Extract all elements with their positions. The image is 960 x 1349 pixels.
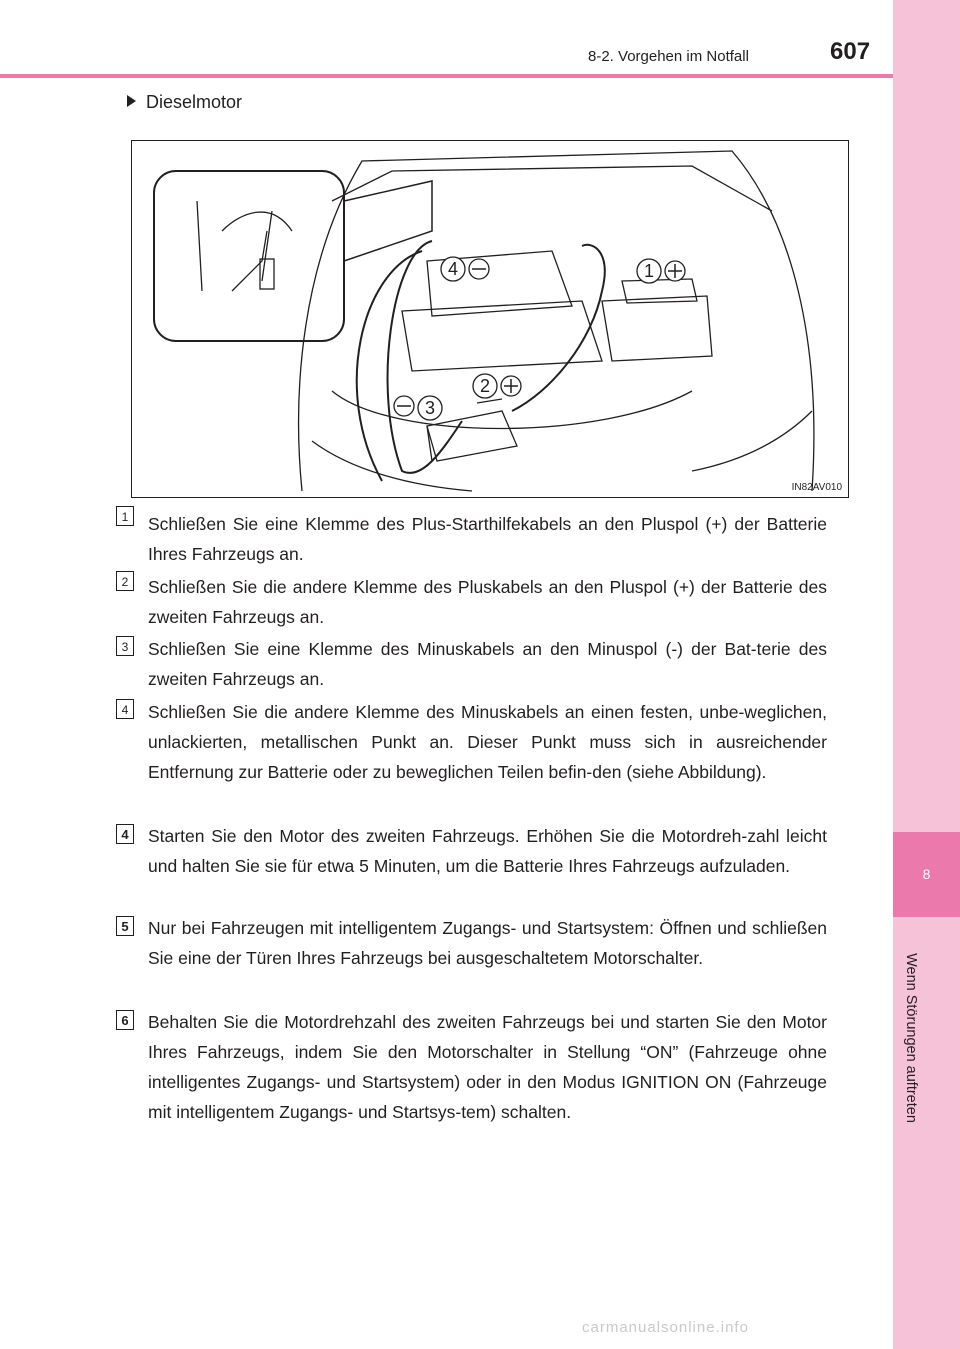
chapter-number: 8 — [922, 866, 931, 882]
page-number: 607 — [830, 38, 871, 65]
procedure-badge-6: 6 — [116, 1010, 134, 1030]
figure-code: IN82AV010 — [791, 482, 842, 493]
section-title: 8-2. Vorgehen im Notfall — [588, 48, 749, 65]
chapter-title-text: Wenn Störungen auftreten — [903, 953, 919, 1123]
procedure-5-text: Nur bei Fahrzeugen mit intelligentem Zugangs- und Startsystem: Öffnen und schließen Sie eine der Türen Ihres Fahrzeugs bei ausgeschaltetem Motorschalter. — [148, 918, 827, 968]
callout-3: 3 — [424, 398, 436, 418]
step-4-text: Schließen Sie die andere Klemme des Minuskabels an einen festen, unbe-weglichen, unlackierten, metallischen Punkt an. Dieser Punkt muss sich in ausreichender Entfernung zur Batterie oder zu beweglichen Teilen befin-den (siehe Abbildung). — [148, 702, 827, 782]
jump-start-illustration — [131, 140, 849, 498]
subheading-text: Dieselmotor — [146, 92, 243, 112]
triangle-bullet-icon — [127, 95, 136, 107]
step-3-text: Schließen Sie eine Klemme des Minuskabels an den Minuspol (-) der Bat-terie des zweiten Fahrzeugs an. — [148, 639, 827, 689]
chapter-title — [896, 925, 926, 1165]
step-badge-2: 2 — [116, 571, 134, 591]
procedure-badge-5: 5 — [116, 916, 134, 936]
step-badge-4: 4 — [116, 699, 134, 719]
step-2-text: Schließen Sie die andere Klemme des Pluskabels an den Pluspol (+) der Batterie des zweiten Fahrzeugs an. — [148, 577, 827, 627]
step-1-text: Schließen Sie eine Klemme des Plus-Starthilfekabels an den Pluspol (+) der Batterie Ihres Fahrzeugs an. — [148, 514, 827, 564]
procedure-6-text: Behalten Sie die Motordrehzahl des zweiten Fahrzeugs bei und starten Sie den Motor Ihres Fahrzeugs, indem Sie den Motorschalter in Stellung “ON” (Fahrzeuge ohne intelligentes Zugangs- und Startsystem) oder in den Modus IGNITION ON (Fahrzeuge mit intelligentem Zugangs- und Startsys-tem) schalten. — [148, 1012, 827, 1122]
procedure-4-text: Starten Sie den Motor des zweiten Fahrzeugs. Erhöhen Sie die Motordreh-zahl leicht und halten Sie sie für etwa 5 Minuten, um die Batterie Ihres Fahrzeugs aufzuladen. — [148, 826, 827, 876]
procedure-badge-4: 4 — [116, 824, 134, 844]
subheading — [127, 92, 242, 113]
callout-2: 2 — [479, 376, 491, 396]
engine-bay-drawing — [132, 141, 848, 497]
step-badge-3: 3 — [116, 636, 134, 656]
callout-1: 1 — [643, 261, 655, 281]
watermark-footer: carmanualsonline.info — [582, 1319, 749, 1336]
step-badge-1: 1 — [116, 506, 134, 526]
header-rule — [0, 74, 893, 78]
callout-4: 4 — [447, 259, 459, 279]
